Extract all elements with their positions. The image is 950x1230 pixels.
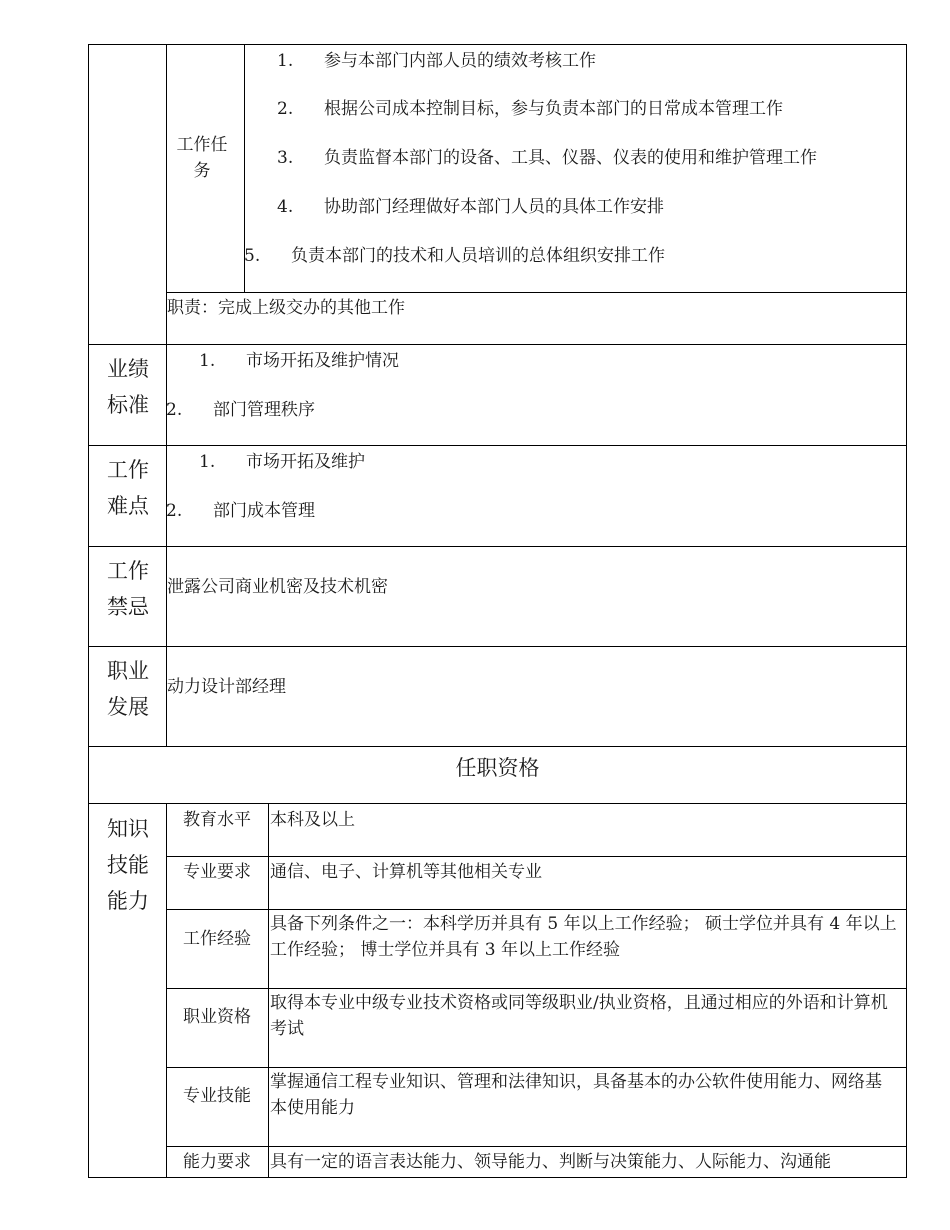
perf-num-2: 2. [166,400,183,420]
performance-label: 业绩标准 [107,357,149,417]
diff-num-2: 2. [166,501,183,521]
q-label-certification: 职业资格 [183,1007,251,1027]
q-label-ability: 能力要求 [183,1152,251,1172]
perf-text-1: 市场开拓及维护情况 [246,351,399,371]
row-divider-1 [88,344,907,345]
work-tasks-label: 工作任务 [176,135,228,181]
row-divider-2 [88,445,907,446]
row-divider-5 [88,746,907,747]
duty-text: 职责：完成上级交办的其他工作 [167,298,405,318]
q-row-divider-2 [166,909,907,910]
border-left [88,44,89,1178]
task-num-4: 4. [277,197,294,217]
q-label-experience: 工作经验 [183,929,251,949]
qualification-title: 任职资格 [455,756,540,780]
task-text-1: 参与本部门内部人员的绩效考核工作 [324,51,596,71]
q-label-skills: 专业技能 [183,1086,251,1106]
career-label: 职业发展 [107,659,149,719]
diff-text-2: 部门成本管理 [213,501,315,521]
task-num-1: 1. [277,51,294,71]
difficulty-label: 工作难点 [107,458,149,518]
row-divider-4 [88,646,907,647]
qualification-group-label: 知识技能能力 [107,817,149,913]
q-label-major: 专业要求 [183,862,251,882]
taboo-text: 泄露公司商业机密及技术机密 [167,577,388,597]
q-value-experience: 具备下列条件之一：本科学历并具有 5 年以上工作经验； 硕士学位并具有 4 年以上工作经验； 博士学位并具有 3 年以上工作经验 [270,914,897,960]
perf-num-1: 1. [199,351,216,371]
q-label-education: 教育水平 [183,810,251,830]
row-divider-6 [88,803,907,804]
task-num-2: 2. [277,99,294,119]
q-value-skills: 掌握通信工程专业知识、管理和法律知识，具备基本的办公软件使用能力、网络基本使用能力 [270,1072,882,1118]
task-num-5: 5. [244,246,261,266]
border-top [88,44,907,45]
border-bottom [88,1177,907,1178]
perf-text-2: 部门管理秩序 [213,400,315,420]
task-text-2: 根据公司成本控制目标，参与负责本部门的日常成本管理工作 [324,99,783,119]
row-divider-duty [166,292,907,293]
row-divider-3 [88,546,907,547]
task-text-4: 协助部门经理做好本部门人员的具体工作安排 [324,197,664,217]
q-value-ability: 具有一定的语言表达能力、领导能力、判断与决策能力、人际能力、沟通能 [270,1152,831,1172]
q-row-divider-3 [166,988,907,989]
q-value-certification: 取得本专业中级专业技术资格或同等级职业/执业资格，且通过相应的外语和计算机考试 [270,993,888,1039]
q-value-education: 本科及以上 [270,810,355,830]
task-text-3: 负责监督本部门的设备、工具、仪器、仪表的使用和维护管理工作 [324,148,817,168]
q-value-major: 通信、电子、计算机等其他相关专业 [270,862,542,882]
taboo-label: 工作禁忌 [107,559,149,619]
q-row-divider-4 [166,1067,907,1068]
career-text: 动力设计部经理 [167,677,286,697]
diff-num-1: 1. [199,452,216,472]
task-text-5: 负责本部门的技术和人员培训的总体组织安排工作 [291,246,665,266]
col-divider-q2 [268,803,269,1178]
col-divider-a [166,44,167,746]
task-num-3: 3. [277,148,294,168]
border-right [906,44,907,1178]
q-row-divider-1 [166,856,907,857]
diff-text-1: 市场开拓及维护 [246,452,365,472]
q-row-divider-5 [166,1146,907,1147]
